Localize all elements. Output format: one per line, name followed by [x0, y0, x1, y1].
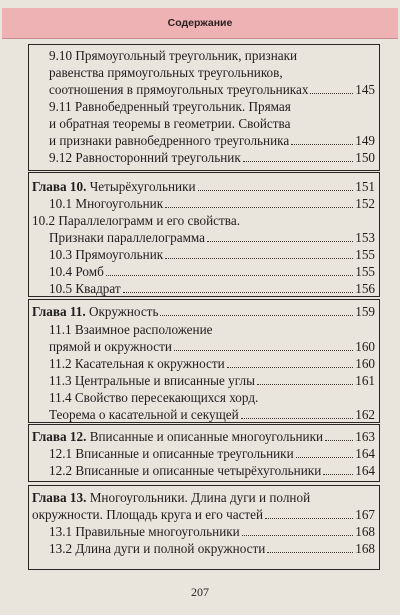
- chapter-label: Глава 12.: [32, 429, 87, 444]
- chapter-label: Глава 11.: [32, 304, 86, 319]
- toc-entry-text: Окружность: [85, 304, 159, 319]
- toc-entry: [29, 98, 379, 115]
- dot-leader: [257, 380, 353, 385]
- toc-entry-text: Четырёхугольники: [86, 179, 196, 194]
- dot-leader: [207, 237, 353, 242]
- toc-entry: [29, 355, 379, 372]
- toc-entry-text: 9.10 Прямоугольный треугольник, признаки: [49, 48, 298, 63]
- dot-leader: [241, 414, 354, 419]
- toc-entry-text: 10.3 Прямоугольник: [49, 247, 164, 262]
- toc-entry-text: 9.12 Равносторонний треугольник: [49, 150, 241, 165]
- toc-entry: [29, 280, 379, 297]
- chapter-label: Глава 13.: [32, 490, 87, 505]
- toc-entry: [29, 149, 379, 166]
- toc-entry: [29, 81, 379, 98]
- toc-entry-text: 9.11 Равнобедренный треугольник. Прямая: [49, 99, 291, 114]
- toc-entry: [29, 406, 379, 423]
- page-number: 207: [191, 585, 209, 599]
- toc-page-number: 156: [355, 281, 375, 296]
- toc-page-number: 160: [355, 339, 375, 354]
- dot-leader: [242, 531, 353, 536]
- dot-leader: [325, 436, 353, 441]
- toc-entry-text: 13.2 Длина дуги и полной окружности: [49, 541, 266, 556]
- toc-page-number: 164: [355, 463, 375, 478]
- toc-page-number: 145: [355, 82, 375, 97]
- dot-leader: [267, 548, 353, 553]
- toc-entry: [29, 132, 379, 149]
- dot-leader: [160, 311, 353, 316]
- toc-block-chapter-13: [28, 485, 380, 570]
- toc-page-number: 155: [355, 247, 375, 262]
- toc-page-number: 153: [355, 230, 375, 245]
- toc-entry-text: 10.1 Многоугольник: [49, 196, 164, 211]
- toc-page-number: 159: [355, 304, 375, 319]
- toc-entry: [29, 506, 379, 523]
- toc-entry-text: 11.1 Взаимное расположение: [49, 322, 213, 337]
- toc-page-number: 160: [355, 356, 375, 371]
- toc-entry: [29, 338, 379, 355]
- toc-page-number: 151: [355, 179, 375, 194]
- dot-leader: [291, 140, 353, 145]
- toc-entry-text: 11.2 Касательная к окружности: [49, 356, 225, 371]
- toc-entry-text: Вписанные и описанные многоугольники: [86, 429, 324, 444]
- toc-block-chapter-12: [28, 424, 380, 482]
- toc-entry: [29, 212, 379, 229]
- toc-page-number: 150: [355, 150, 375, 165]
- toc-page-number: 168: [355, 524, 375, 539]
- toc-block-chapter-10: [28, 172, 380, 297]
- toc-page-number: 164: [355, 446, 375, 461]
- dot-leader: [106, 271, 353, 276]
- toc-entry: [29, 47, 379, 64]
- toc-entry: [29, 523, 379, 540]
- toc-entry: [29, 246, 379, 263]
- toc-entry: [29, 64, 379, 81]
- toc-chapter-entry: [29, 489, 379, 506]
- toc-entry-text: 13.1 Правильные многоугольники: [49, 524, 240, 539]
- toc-chapter-entry: [29, 428, 379, 445]
- toc-page-number: 167: [355, 507, 375, 522]
- toc-page-number: 149: [355, 133, 375, 148]
- toc-page-number: 168: [355, 541, 375, 556]
- toc-entry-text: 10.5 Квадрат: [49, 281, 121, 296]
- toc-page-number: 161: [355, 373, 375, 388]
- toc-entry-text: 10.2 Параллелограмм и его свойства.: [32, 213, 240, 228]
- toc-block-chapter-9: [28, 44, 380, 171]
- dot-leader: [310, 89, 353, 94]
- toc-page-number: 152: [355, 196, 375, 211]
- toc-chapter-entry: [29, 178, 379, 195]
- toc-entry: [29, 540, 379, 557]
- dot-leader: [296, 453, 354, 458]
- toc-entry-text: равенства прямоугольных треугольников,: [49, 65, 283, 80]
- toc-entry: [29, 462, 379, 479]
- toc-entry-text: 11.3 Центральные и вписанные углы: [49, 373, 255, 388]
- toc-entry: [29, 445, 379, 462]
- toc-page-number: 155: [355, 264, 375, 279]
- toc-entry: [29, 389, 379, 406]
- dot-leader: [165, 203, 353, 208]
- section-header: Содержание: [2, 8, 398, 39]
- dot-leader: [174, 346, 353, 351]
- toc-entry: [29, 115, 379, 132]
- toc-entry-text: 12.1 Вписанные и описанные треугольники: [49, 446, 294, 461]
- chapter-label: Глава 10.: [32, 179, 87, 194]
- toc-entry-text: Многоугольники. Длина дуги и полной: [86, 490, 311, 505]
- dot-leader: [123, 288, 354, 293]
- dot-leader: [198, 186, 354, 191]
- toc-page-number: 163: [355, 429, 375, 444]
- toc-chapter-entry: [29, 303, 379, 320]
- toc-entry-text: прямой и окружности: [49, 339, 172, 354]
- dot-leader: [265, 514, 353, 519]
- toc-entry-text: 10.4 Ромб: [49, 264, 104, 279]
- toc-entry: [29, 372, 379, 389]
- toc-entry-text: Теорема о касательной и секущей: [49, 407, 239, 422]
- toc-entry-text: 12.2 Вписанные и описанные четырёхугольники: [49, 463, 322, 478]
- toc-entry-text: соотношения в прямоугольных треугольниках: [49, 82, 309, 97]
- toc-entry-text: Признаки параллелограмма: [49, 230, 206, 245]
- toc-page-number: 162: [355, 407, 375, 422]
- dot-leader: [323, 470, 353, 475]
- toc-entry-text: 11.4 Свойство пересекающихся хорд.: [49, 390, 259, 405]
- toc-entry-text: и признаки равнобедренного треугольника: [49, 133, 290, 148]
- dot-leader: [227, 363, 354, 368]
- toc-entry: [29, 195, 379, 212]
- toc-block-chapter-11: [28, 299, 380, 423]
- toc-entry: [29, 263, 379, 280]
- toc-entry: [29, 321, 379, 338]
- toc-entry-text: и обратная теоремы в геометрии. Свойства: [49, 116, 291, 131]
- dot-leader: [165, 254, 353, 259]
- dot-leader: [243, 157, 353, 162]
- toc-entry: [29, 229, 379, 246]
- toc-entry-text: окружности. Площадь круга и его частей: [32, 507, 264, 522]
